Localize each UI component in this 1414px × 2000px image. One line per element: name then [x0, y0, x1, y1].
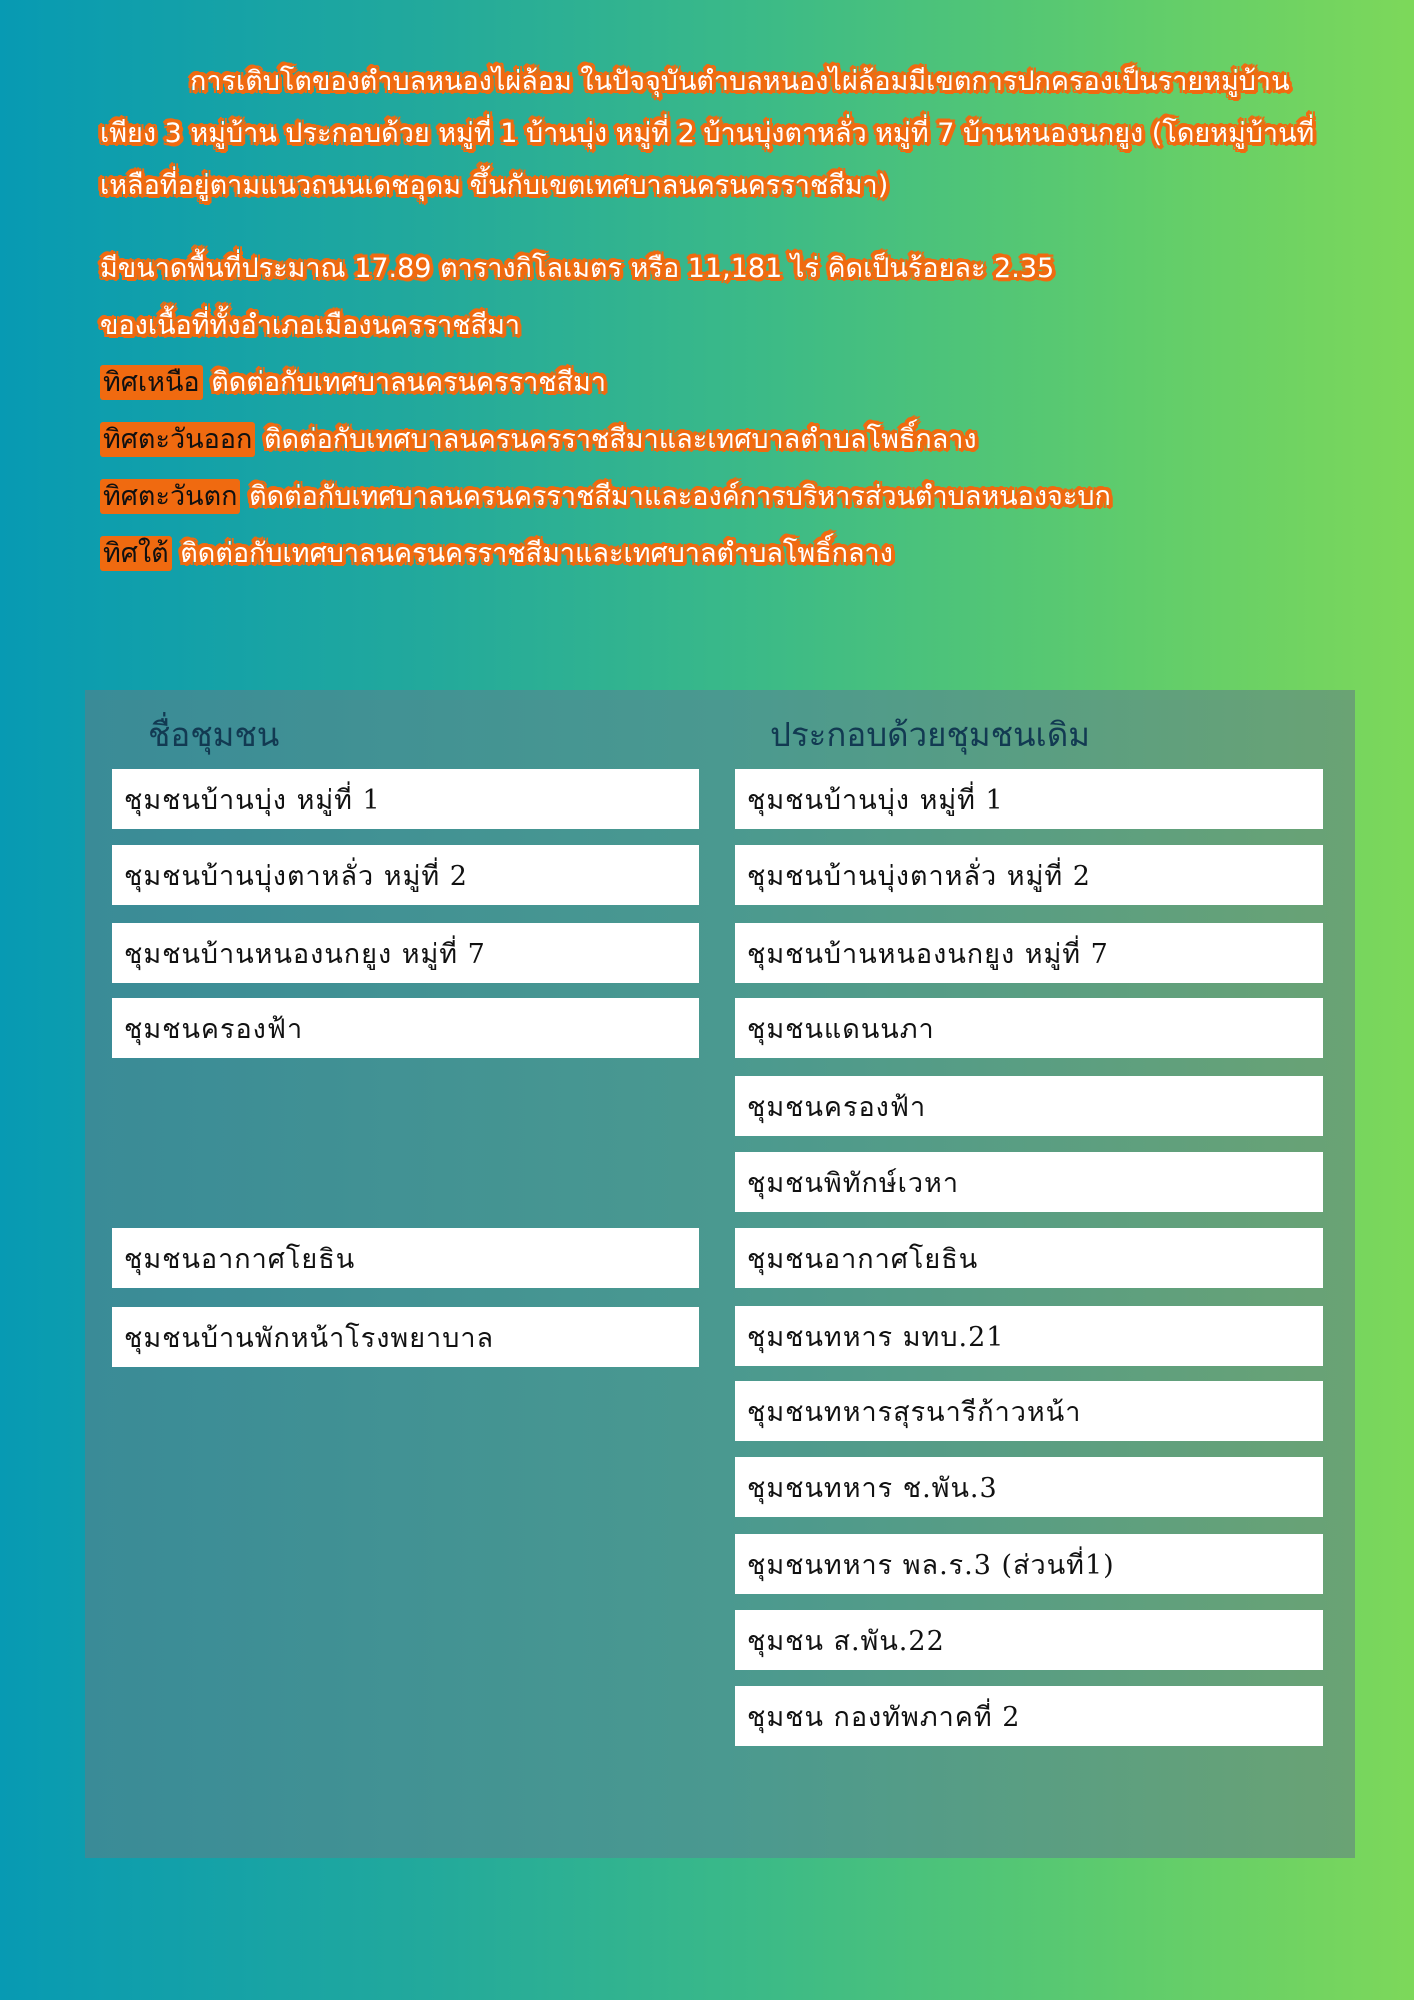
original-communities-header: ประกอบด้วยชุมชนเดิม [770, 715, 1091, 754]
south-label: ทิศใต้ [100, 536, 172, 571]
community-cell: ชุมชนบ้านพักหน้าโรงพยาบาล [112, 1307, 699, 1367]
south-boundary [100, 525, 1340, 582]
intro-paragraph [100, 56, 1340, 212]
original-community-cell: ชุมชน กองทัพภาคที่ 2 [735, 1686, 1323, 1746]
original-community-cell: ชุมชนบ้านบุ่ง หมู่ที่ 1 [735, 769, 1323, 829]
original-community-cell: ชุมชนทหารสุรนารีก้าวหน้า [735, 1381, 1323, 1441]
original-community-cell: ชุมชนบ้านหนองนกยูง หมู่ที่ 7 [735, 923, 1323, 983]
original-community-cell: ชุมชนพิทักษ์เวหา [735, 1152, 1323, 1212]
community-cell: ชุมชนอากาศโยธิน [112, 1228, 699, 1288]
community-cell: ชุมชนครองฟ้า [112, 998, 699, 1058]
original-community-cell: ชุมชนทหาร พล.ร.3 (ส่วนที่1) [735, 1534, 1323, 1594]
community-name-header: ชื่อชุมชน [148, 715, 280, 754]
original-community-cell: ชุมชนทหาร มทบ.21 [735, 1306, 1323, 1366]
original-community-cell: ชุมชนบ้านบุ่งตาหลั่ว หมู่ที่ 2 [735, 845, 1323, 905]
community-cell: ชุมชนบ้านบุ่งตาหลั่ว หมู่ที่ 2 [112, 845, 699, 905]
original-community-cell: ชุมชนครองฟ้า [735, 1076, 1323, 1136]
east-text: ติดต่อกับเทศบาลนครนครราชสีมาและเทศบาลตำบลโพธิ์กลาง [263, 424, 977, 455]
original-community-cell: ชุมชนแดนนภา [735, 998, 1323, 1058]
north-label: ทิศเหนือ [100, 365, 203, 400]
area-and-boundaries [100, 240, 1340, 582]
west-boundary [100, 468, 1340, 525]
north-text: ติดต่อกับเทศบาลนครนครราชสีมา [211, 367, 607, 398]
community-cell: ชุมชนบ้านบุ่ง หมู่ที่ 1 [112, 769, 699, 829]
area-line-2: ของเนื้อที่ทั้งอำเภอเมืองนครราชสีมา [100, 310, 521, 341]
community-cell: ชุมชนบ้านหนองนกยูง หมู่ที่ 7 [112, 923, 699, 983]
original-community-cell: ชุมชน ส.พัน.22 [735, 1610, 1323, 1670]
east-boundary [100, 411, 1340, 468]
south-text: ติดต่อกับเทศบาลนครนครราชสีมาและเทศบาลตำบลโพธิ์กลาง [180, 538, 893, 569]
east-label: ทิศตะวันออก [100, 422, 255, 457]
intro-text: การเติบโตของตำบลหนองไผ่ล้อม ในปัจจุบันตำบลหนองไผ่ล้อมมีเขตการปกครองเป็นรายหมู่บ้านเพียง 3 หมู่บ้าน ประกอบด้วย หมู่ที่ 1 บ้านบุ่ง หมู่ที่ 2 บ้านบุ่งตาหลั่ว หมู่ที่ 7 บ้านหนองนกยูง (โดยหมู่บ้านที่เหลือที่อยู่ตามแนวถนนเดชอุดม ขึ้นกับเขตเทศบาลนครนครราชสีมา) [100, 66, 1315, 201]
west-label: ทิศตะวันตก [100, 479, 240, 514]
original-community-cell: ชุมชนอากาศโยธิน [735, 1228, 1323, 1288]
north-boundary [100, 354, 1340, 411]
area-line-1: มีขนาดพื้นที่ประมาณ 17.89 ตารางกิโลเมตร หรือ 11,181 ไร่ คิดเป็นร้อยละ 2.35 [100, 253, 1055, 284]
west-text: ติดต่อกับเทศบาลนครนครราชสีมาและองค์การบริหารส่วนตำบลหนองจะบก [249, 481, 1111, 512]
original-community-cell: ชุมชนทหาร ช.พัน.3 [735, 1457, 1323, 1517]
